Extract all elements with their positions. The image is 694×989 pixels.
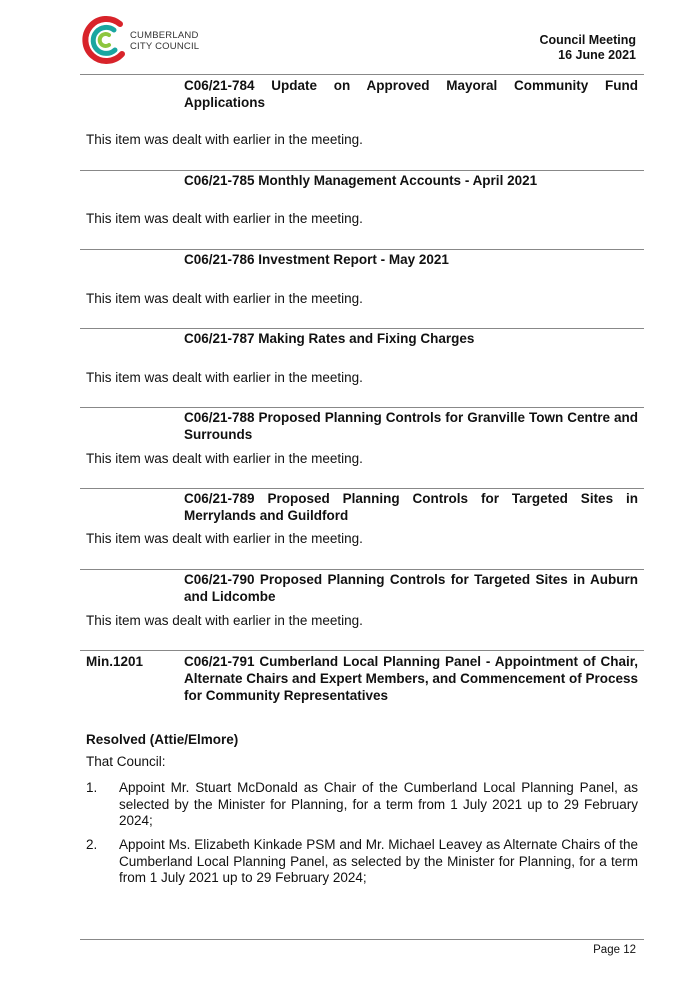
divider [80,74,644,75]
divider [80,488,644,489]
item-title: C06/21-787 Making Rates and Fixing Charges [184,331,475,346]
divider [80,569,644,570]
list-item: Appoint Ms. Elizabeth Kinkade PSM and Mr. Michael Leavey as Alternate Chairs of the Cumberland Local Planning Panel, as selected by the Minister for Planning, for a term from 1 July 2021 up to 29 February 2024; [119,837,638,885]
item-note: This item was dealt with earlier in the meeting. [86,370,363,385]
minute-number: Min.1201 [86,654,144,669]
council-name: CUMBERLAND CITY COUNCIL [130,30,200,52]
item-note: This item was dealt with earlier in the meeting. [86,291,363,306]
divider [80,650,644,651]
council-logo [80,14,128,66]
item-note: This item was dealt with earlier in the meeting. [86,132,363,147]
item-title: C06/21-790 Proposed Planning Controls for Targeted Sites in Auburn and Lidcombe [184,572,638,604]
item-note: This item was dealt with earlier in the meeting. [86,531,363,546]
divider [80,328,644,329]
page-number: Page 12 [593,944,636,956]
resolved-heading: Resolved (Attie/Elmore) [86,732,239,747]
item-note: This item was dealt with earlier in the meeting. [86,451,363,466]
item-title: C06/21-785 Monthly Management Accounts - April 2021 [184,173,538,188]
resolution-intro: That Council: [86,754,166,769]
divider [80,407,644,408]
footer-divider [80,939,644,940]
meeting-title: Council Meeting [539,33,636,47]
list-number: 2. [86,837,98,852]
item-title: C06/21-789 Proposed Planning Controls for Targeted Sites in Merrylands and Guildford [184,491,638,523]
meeting-date: 16 June 2021 [558,48,636,62]
list-item: Appoint Mr. Stuart McDonald as Chair of the Cumberland Local Planning Panel, as selected by the Minister for Planning, for a term from 1 July 2021 up to 29 February 2024; [119,780,638,828]
item-note: This item was dealt with earlier in the meeting. [86,613,363,628]
item-title: C06/21-786 Investment Report - May 2021 [184,252,449,267]
meeting-info [539,33,636,63]
item-note: This item was dealt with earlier in the meeting. [86,211,363,226]
item-title: C06/21-784 Update on Approved Mayoral Community Fund Applications [184,78,638,110]
divider [80,170,644,171]
list-number: 1. [86,780,98,795]
item-title: C06/21-788 Proposed Planning Controls for Granville Town Centre and Surrounds [184,410,638,442]
minute-title: C06/21-791 Cumberland Local Planning Panel - Appointment of Chair, Alternate Chairs and Expert Members, and Commencement of Process for Community Representatives [184,654,638,703]
divider [80,249,644,250]
